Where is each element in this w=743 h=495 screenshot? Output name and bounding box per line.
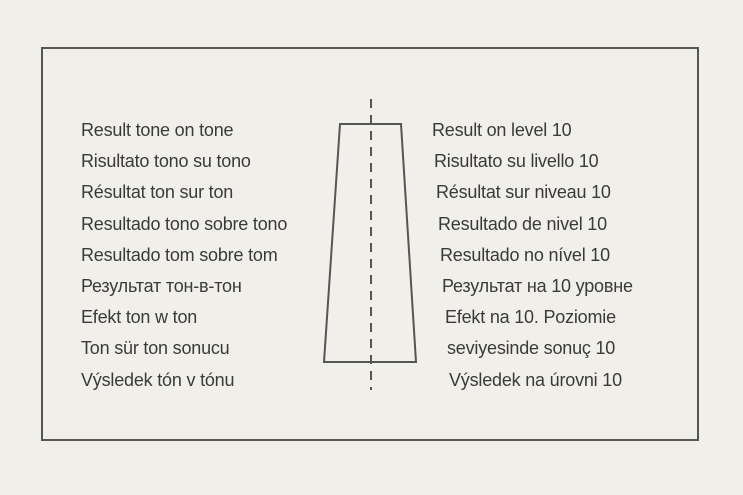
right-label: seviyesinde sonuç 10	[447, 338, 616, 359]
left-label: Ton sür ton sonucu	[81, 338, 230, 359]
left-label: Risultato tono su tono	[81, 151, 251, 172]
right-label-list	[432, 117, 633, 398]
left-label: Výsledek tón v tónu	[81, 369, 235, 390]
left-label: Efekt ton w ton	[81, 307, 198, 328]
right-label: Risultato su livello 10	[434, 151, 599, 172]
right-label: Efekt na 10. Poziomie	[445, 307, 616, 328]
right-label: Résultat sur niveau 10	[436, 182, 611, 203]
right-label: Resultado de nivel 10	[438, 213, 607, 234]
left-label: Résultat ton sur ton	[81, 182, 234, 203]
right-label: Resultado no nível 10	[440, 244, 610, 265]
left-label: Resultado tono sobre tono	[81, 213, 288, 234]
left-label: Результат тон-в-тон	[81, 275, 242, 296]
right-label: Результат на 10 уровне	[442, 275, 633, 296]
right-label: Výsledek na úrovni 10	[449, 369, 622, 390]
left-label: Resultado tom sobre tom	[81, 244, 278, 265]
right-label: Result on level 10	[432, 120, 572, 140]
left-label: Result tone on tone	[81, 120, 234, 140]
